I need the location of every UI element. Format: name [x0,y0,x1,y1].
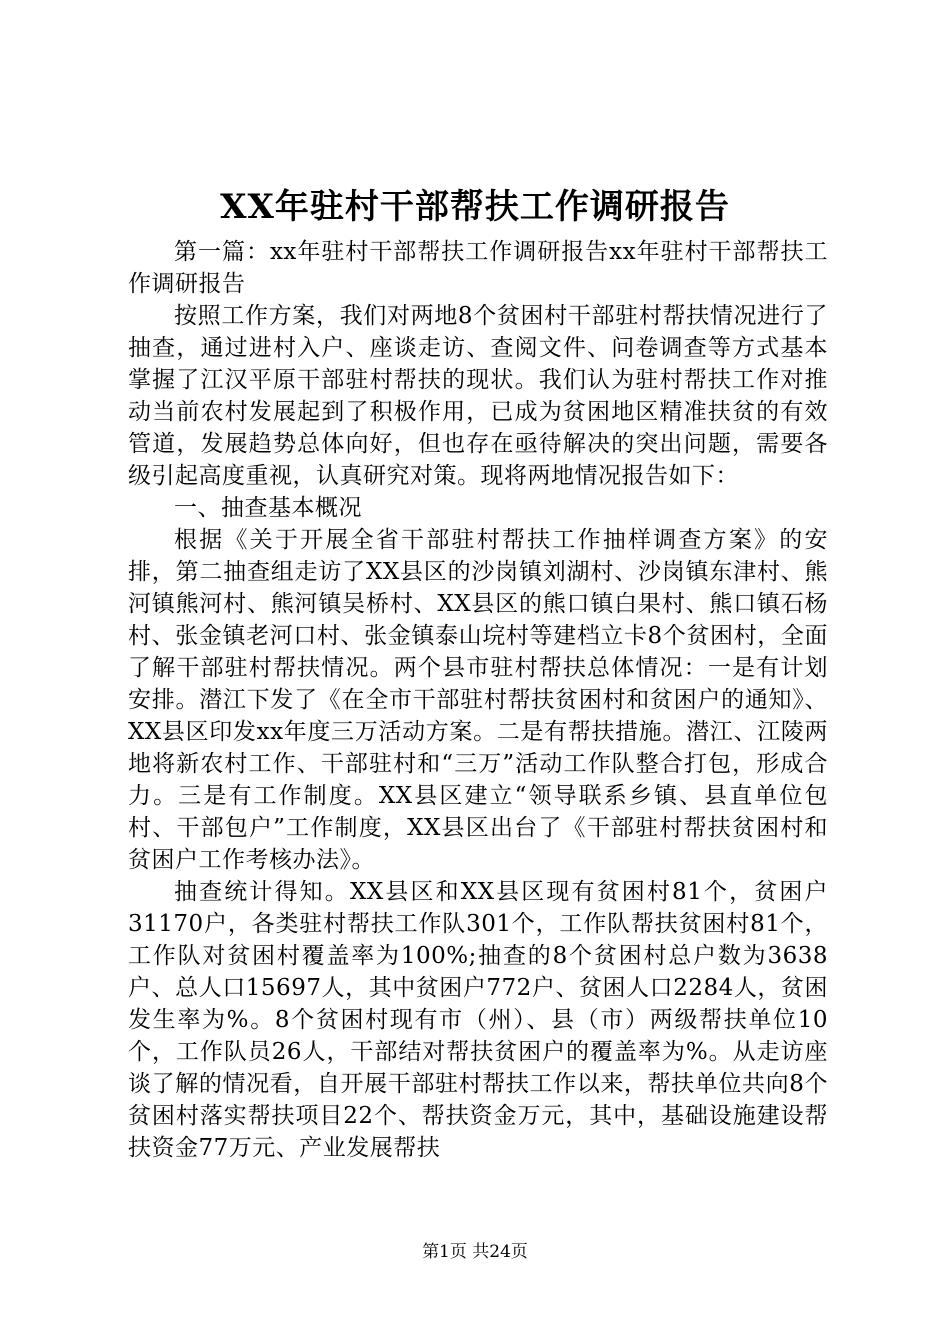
document-title: XX年驻村干部帮扶工作调研报告 [220,187,730,227]
paragraph-intro: 第一篇：xx年驻村干部帮扶工作调研报告xx年驻村干部帮扶工作调研报告 [128,239,828,297]
paragraph-statistics: 抽查统计得知。XX县区和XX县区现有贫困村81个，贫困户31170户，各类驻村帮扶工作队301个，工作队帮扶贫困村81个，工作队对贫困村覆盖率为100%;抽查的8个贫困村总户数为3638户、总人口15697人，其中贫困户772户、贫困人口2284人，贫困发生率为%。8个贫困村现有市（州）、县（市）两级帮扶单位10个，工作队员26人，干部结对帮扶贫困户的覆盖率为%。从走访座谈了解的情况看，自开展干部驻村帮扶工作以来，帮扶单位共向8个贫困村落实帮扶项目22个、帮扶资金万元，其中，基础设施建设帮扶资金77万元、产业发展帮扶 [128,879,828,1161]
paragraph-survey: 根据《关于开展全省干部驻村帮扶工作抽样调查方案》的安排，第二抽查组走访了XX县区的沙岗镇刘湖村、沙岗镇东津村、熊河镇熊河村、熊河镇吴桥村、XX县区的熊口镇白果村、熊口镇石杨村、张金镇老河口村、张金镇泰山垸村等建档立卡8个贫困村，全面了解干部驻村帮扶情况。两个县市驻村帮扶总体情况：一是有计划安排。潜江下发了《在全市干部驻村帮扶贫困村和贫困户的通知》、XX县区印发xx年度三万活动方案。二是有帮扶措施。潜江、江陵两地将新农村工作、干部驻村和“三万”活动工作队整合打包，形成合力。三是有工作制度。XX县区建立“领导联系乡镇、县直单位包村、干部包户”工作制度，XX县区出台了《干部驻村帮扶贫困村和贫困户工作考核办法》。 [128,527,828,873]
page-footer: 第1页 共24页 [422,1242,528,1262]
paragraph-overview: 按照工作方案，我们对两地8个贫困村干部驻村帮扶情况进行了抽查，通过进村入户、座谈走访、查阅文件、问卷调查等方式基本掌握了江汉平原干部驻村帮扶的现状。我们认为驻村帮扶工作对推动当前农村发展起到了积极作用，已成为贫困地区精准扶贫的有效管道，发展趋势总体向好，但也存在亟待解决的突出问题，需要各级引起高度重视，认真研究对策。现将两地情况报告如下： [128,303,828,489]
section-heading: 一、抽查基本概况 [174,495,362,521]
document-body [128,236,828,1164]
